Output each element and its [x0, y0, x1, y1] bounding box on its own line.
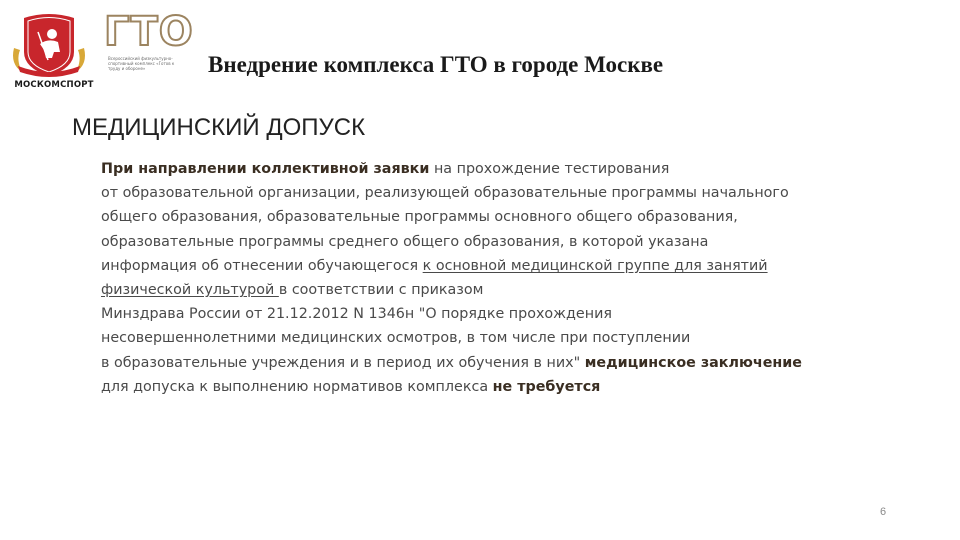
- bold-text: медицинское заключение: [584, 354, 802, 371]
- text-line: [101, 375, 901, 399]
- page-title: Внедрение комплекса ГТО в городе Москве: [208, 52, 664, 77]
- bold-text: При направлении коллективной заявки: [101, 161, 430, 177]
- underlined-text: физической культурой: [101, 282, 279, 299]
- plain-text: в образовательные учреждения и в период их обучения в них": [101, 354, 585, 371]
- text-line: [101, 254, 901, 278]
- text-line: от образовательной организации, реализующей образовательные программы начального: [101, 185, 789, 202]
- section-heading: МЕДИЦИНСКИЙ ДОПУСК: [72, 114, 366, 141]
- text-line: [101, 351, 901, 375]
- gto-caption: Всероссийский физкультурно-спортивный комплекс «Готов к труду и обороне»: [108, 56, 175, 71]
- page-number: 6: [880, 506, 887, 518]
- gto-logo: [104, 9, 194, 80]
- text-line: [101, 278, 901, 302]
- text-line: [101, 157, 901, 181]
- moskomsport-logo: [8, 8, 94, 90]
- body-paragraph: [101, 157, 901, 399]
- plain-text: в соответствии с приказом: [278, 282, 484, 299]
- text-line: общего образования, образовательные программы основного общего образования,: [101, 209, 738, 226]
- underlined-text: к основной медицинской группе для занятий: [422, 257, 768, 274]
- text-line: несовершеннолетними медицинских осмотров, в том числе при поступлении: [101, 330, 691, 347]
- plain-text: на прохождение тестирования: [429, 161, 670, 177]
- moscow-coat-of-arms-icon: [8, 8, 90, 80]
- gto-letters: ГТО: [104, 9, 194, 55]
- plain-text: информация об отнесении обучающегося: [101, 257, 423, 274]
- plain-text: для допуска к выполнению нормативов комплекса: [101, 378, 493, 395]
- text-line: Минздрава России от 21.12.2012 N 1346н "О порядке прохождения: [101, 306, 612, 323]
- bold-text: не требуется: [492, 378, 601, 395]
- text-line: образовательные программы среднего общего образования, в которой указана: [101, 233, 709, 250]
- moskomsport-caption: МОСКОМСПОРТ: [14, 80, 94, 90]
